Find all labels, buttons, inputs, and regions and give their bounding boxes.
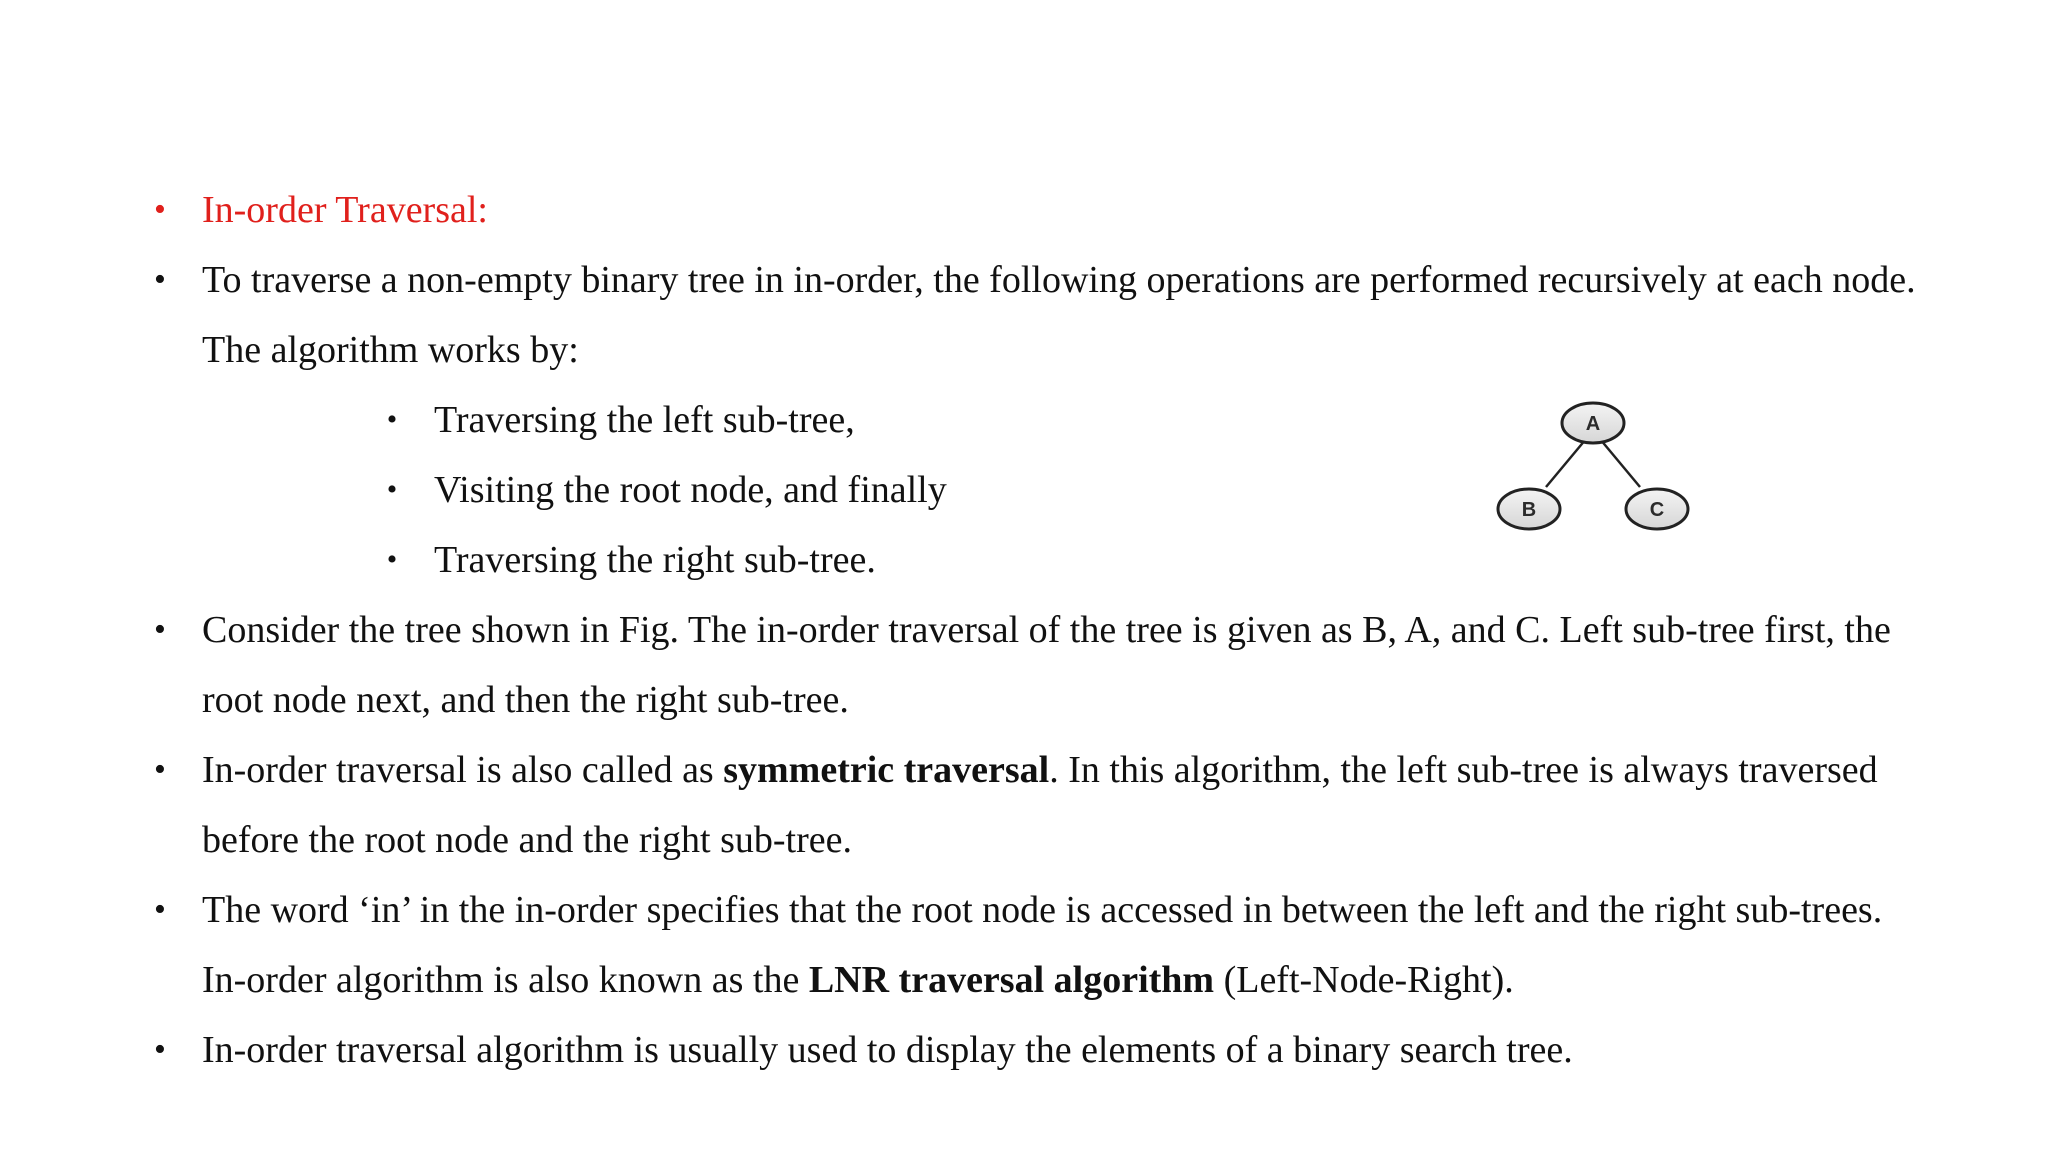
lnr-bullet: [150, 875, 1930, 1015]
intro-text: To traverse a non-empty binary tree in in-order, the following operations are performed recursively at each node. The algorithm works by:: [202, 259, 1916, 371]
edge-root-right: [1600, 439, 1640, 487]
step-text: Visiting the root node, and finally: [434, 469, 947, 511]
bullet-dot: •: [154, 611, 166, 648]
heading-bullet: [150, 175, 1930, 245]
lnr-term: LNR traversal algorithm: [808, 959, 1215, 1001]
usage-text: In-order traversal algorithm is usually used to display the elements of a binary search tree.: [202, 1029, 1573, 1071]
slide-heading: In-order Traversal:: [202, 189, 488, 231]
bullet-dot: •: [386, 473, 398, 506]
bullet-dot: •: [386, 403, 398, 436]
example-text: Consider the tree shown in Fig. The in-order traversal of the tree is given as B, A, and C. Left sub-tree first, the root node next, and then the right sub-tree.: [202, 609, 1891, 721]
usage-bullet: [150, 1015, 1930, 1085]
tree-node-right-label: C: [1649, 499, 1665, 521]
example-bullet: [150, 595, 1930, 735]
edge-root-left: [1546, 439, 1586, 487]
tree-node-root-label: A: [1585, 413, 1601, 435]
bullet-list: [150, 175, 1930, 1085]
tree-node-left-label: B: [1521, 499, 1537, 521]
bullet-dot: •: [386, 543, 398, 576]
symmetric-text-before: In-order traversal is also called as: [202, 749, 724, 791]
bullet-dot: •: [154, 191, 166, 228]
bullet-dot: •: [154, 751, 166, 788]
symmetric-text-after: . In this algorithm, the left sub-tree is always traversed before the root node and the right sub-tree.: [202, 749, 1878, 861]
bullet-dot: •: [154, 1031, 166, 1068]
intro-bullet: [150, 245, 1930, 385]
tree-node-left: [1498, 489, 1560, 529]
step-text: Traversing the right sub-tree.: [434, 539, 876, 581]
tree-node-root: [1562, 403, 1624, 443]
step-text: Traversing the left sub-tree,: [434, 399, 855, 441]
binary-tree-figure: [1470, 395, 1710, 545]
tree-node-right: [1626, 489, 1688, 529]
lnr-text-after: (Left-Node-Right).: [1214, 959, 1514, 1001]
bullet-dot: •: [154, 891, 166, 928]
symmetric-bullet: [150, 735, 1930, 875]
bullet-dot: •: [154, 261, 166, 298]
lnr-text-before: The word ‘in’ in the in-order specifies that the root node is accessed in between the left and the right sub-trees. In-order algorithm is also known as the: [202, 889, 1883, 1001]
symmetric-term: symmetric traversal: [723, 749, 1050, 791]
